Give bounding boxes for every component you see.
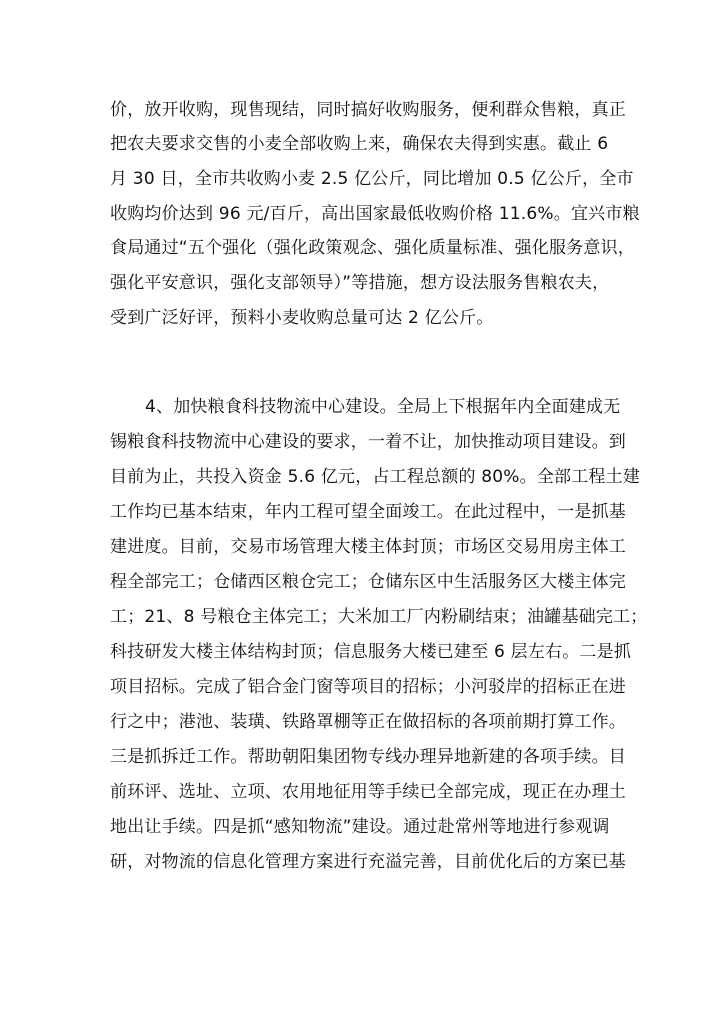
paragraph-line: 行之中；港池、装璜、铁路罩棚等正在做招标的各项前期打算工作。 bbox=[110, 712, 626, 732]
paragraph-line: 月 30 日，全市共收购小麦 2.5 亿公斤，同比增加 0.5 亿公斤，全市 bbox=[110, 169, 634, 189]
paragraph-line: 收购均价达到 96 元/百斤，高出国家最低收购价格 11.6%。宜兴市粮 bbox=[110, 204, 640, 224]
paragraph-line: 工作均已基本结束，年内工程可望全面竣工。在此过程中，一是抓基 bbox=[110, 502, 626, 522]
paragraph-line: 食局通过“五个强化（强化政策观念、强化质量标准、强化服务意识， bbox=[110, 238, 636, 258]
paragraph-line: 项目招标。完成了铝合金门窗等项目的招标；小河驳岸的招标正在进 bbox=[110, 677, 626, 697]
paragraph-line: 4、加快粮食科技物流中心建设。全局上下根据年内全面建成无 bbox=[145, 397, 621, 417]
paragraph-line: 目前为止，共投入资金 5.6 亿元，占工程总额的 80%。全部工程土建 bbox=[110, 467, 641, 487]
paragraph-line: 工；21、8 号粮仓主体完工；大米加工厂内粉刷结束；油罐基础完工； bbox=[110, 607, 648, 627]
paragraph-line: 强化平安意识，强化支部领导）”等措施，想方设法服务售粮农夫， bbox=[110, 273, 610, 293]
paragraph-line: 建进度。目前，交易市场管理大楼主体封顶；市场区交易用房主体工 bbox=[110, 537, 626, 557]
paragraph-line: 把农夫要求交售的小麦全部收购上来，确保农夫得到实惠。截止 6 bbox=[110, 134, 609, 154]
paragraph-line: 锡粮食科技物流中心建设的要求，一着不让，加快推动项目建设。到 bbox=[110, 432, 626, 452]
paragraph-line: 价，放开收购，现售现结，同时搞好收购服务，便利群众售粮，真正 bbox=[110, 100, 626, 120]
paragraph-line: 科技研发大楼主体结构封顶；信息服务大楼已建至 6 层左右。二是抓 bbox=[110, 642, 632, 662]
paragraph-line: 受到广泛好评，预料小麦收购总量可达 2 亿公斤。 bbox=[110, 308, 494, 328]
paragraph-line: 前环评、选址、立项、农用地征用等手续已全部完成，现正在办理土 bbox=[110, 782, 626, 802]
paragraph-line: 研，对物流的信息化管理方案进行充溢完善，目前优化后的方案已基 bbox=[110, 852, 626, 872]
paragraph-line: 程全部完工；仓储西区粮仓完工；仓储东区中生活服务区大楼主体完 bbox=[110, 572, 626, 592]
paragraph-line: 三是抓拆迁工作。帮助朝阳集团物专线办理异地新建的各项手续。目 bbox=[110, 747, 626, 767]
paragraph-line: 地出让手续。四是抓“感知物流”建设。通过赴常州等地进行参观调 bbox=[110, 817, 610, 837]
